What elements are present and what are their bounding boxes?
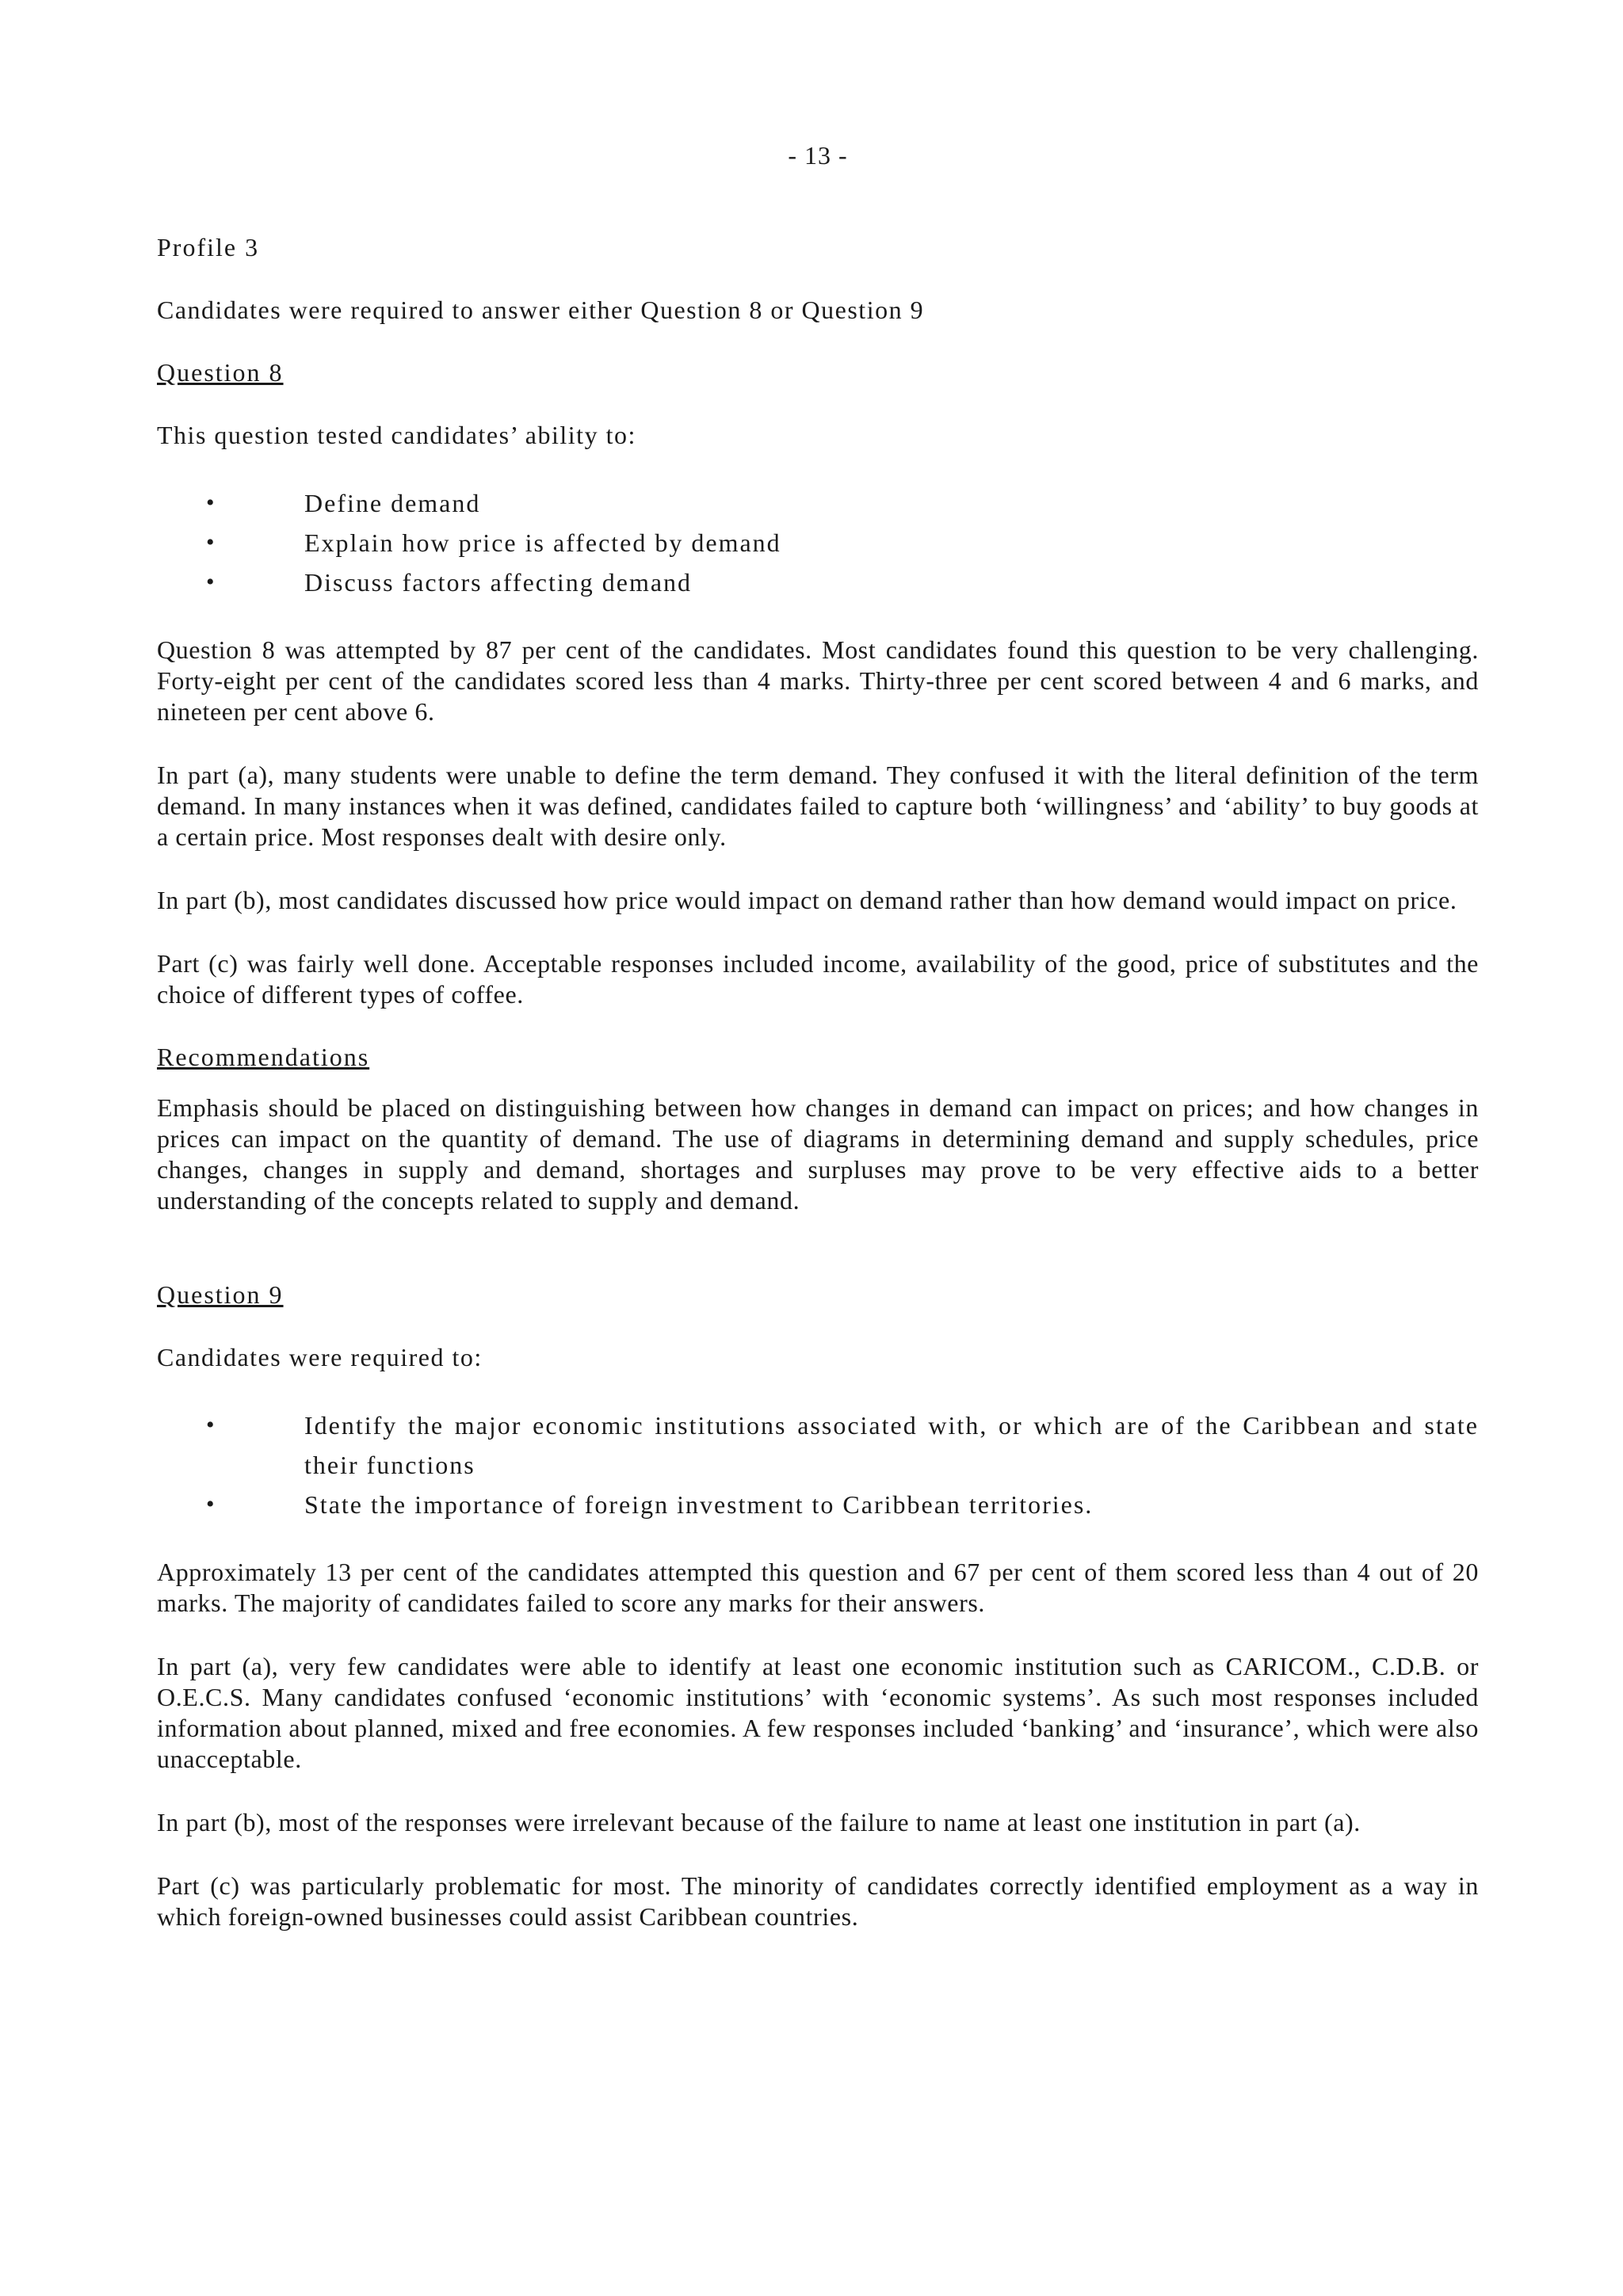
- recommendations-heading: Recommendations: [157, 1043, 370, 1071]
- question-9-paragraph: Approximately 13 per cent of the candidates attempted this question and 67 per cent of them scored less than 4 out of 20 marks. The majority of candidates failed to score any marks for their answers.: [157, 1558, 1479, 1617]
- question-9-paragraph: In part (a), very few candidates were able to identify at least one economic institution such as CARICOM., C.D.B. or O.E.C.S. Many candidates confused ‘economic institutions’ with ‘economic systems’. As such most responses included information about planned, mixed and free economies. A few responses included ‘banking’ and ‘insurance’, which were also unacceptable.: [157, 1652, 1479, 1773]
- question-9-paragraph: In part (b), most of the responses were irrelevant because of the failure to name at least one institution in part (a).: [157, 1808, 1361, 1836]
- bullet-icon: •: [206, 1412, 216, 1438]
- bullet-text: State the importance of foreign investment to Caribbean territories.: [304, 1490, 1094, 1519]
- question-8-tested-intro: This question tested candidates’ ability to:: [157, 421, 636, 449]
- list-item: [157, 563, 1479, 602]
- list-item: [157, 523, 1479, 563]
- bullet-text: Identify the major economic institutions associated with, or which are of the Caribbean and state their functions: [304, 1411, 1479, 1479]
- bullet-icon: •: [206, 569, 216, 595]
- page-number: - 13 -: [788, 141, 848, 170]
- question-8-paragraph: Part (c) was fairly well done. Acceptable responses included income, availability of the good, price of substitutes and the choice of different types of coffee.: [157, 949, 1479, 1009]
- bullet-icon: •: [206, 490, 216, 516]
- bullet-text: Explain how price is affected by demand: [304, 528, 781, 557]
- bullet-text: Discuss factors affecting demand: [304, 568, 693, 597]
- bullet-icon: •: [206, 529, 216, 555]
- question-8-bullet-list: [157, 483, 1479, 602]
- question-8-paragraph: In part (b), most candidates discussed how price would impact on demand rather than how demand would impact on price.: [157, 886, 1457, 914]
- list-item: [157, 1405, 1479, 1485]
- question-8-paragraph: In part (a), many students were unable to define the term demand. They confused it with the literal definition of the term demand. In many instances when it was defined, candidates failed to capture both ‘willingness’ and ‘ability’ to buy goods at a certain price. Most responses dealt with desire only.: [157, 761, 1479, 851]
- question-8-paragraph: Question 8 was attempted by 87 per cent of the candidates. Most candidates found this question to be very challenging. Forty-eight per cent of the candidates scored less than 4 marks. Thirty-three per cent scored between 4 and 6 marks, and nineteen per cent above 6.: [157, 635, 1479, 726]
- question-9-heading: Question 9: [157, 1280, 284, 1309]
- question-9-paragraph: Part (c) was particularly problematic for most. The minority of candidates correctly identified employment as a way in which foreign-owned businesses could assist Caribbean countries.: [157, 1871, 1479, 1931]
- section-spacer: [157, 1249, 1479, 1280]
- question-8-heading: Question 8: [157, 358, 284, 387]
- recommendations-text: Emphasis should be placed on distinguishing between how changes in demand can impact on prices; and how changes in prices can impact on the quantity of demand. The use of diagrams in determining demand and supply schedules, price changes, changes in supply and demand, shortages and surpluses may prove to be very effective aids to a better understanding of the concepts related to supply and demand.: [157, 1093, 1479, 1215]
- list-item: [157, 483, 1479, 523]
- question-9-required-intro: Candidates were required to:: [157, 1343, 483, 1371]
- bullet-text: Define demand: [304, 489, 481, 517]
- profile-label: Profile 3: [157, 233, 260, 261]
- bullet-icon: •: [206, 1491, 216, 1517]
- question-9-bullet-list: [157, 1405, 1479, 1524]
- intro-text: Candidates were required to answer either Question 8 or Question 9: [157, 296, 925, 324]
- list-item: [157, 1485, 1479, 1524]
